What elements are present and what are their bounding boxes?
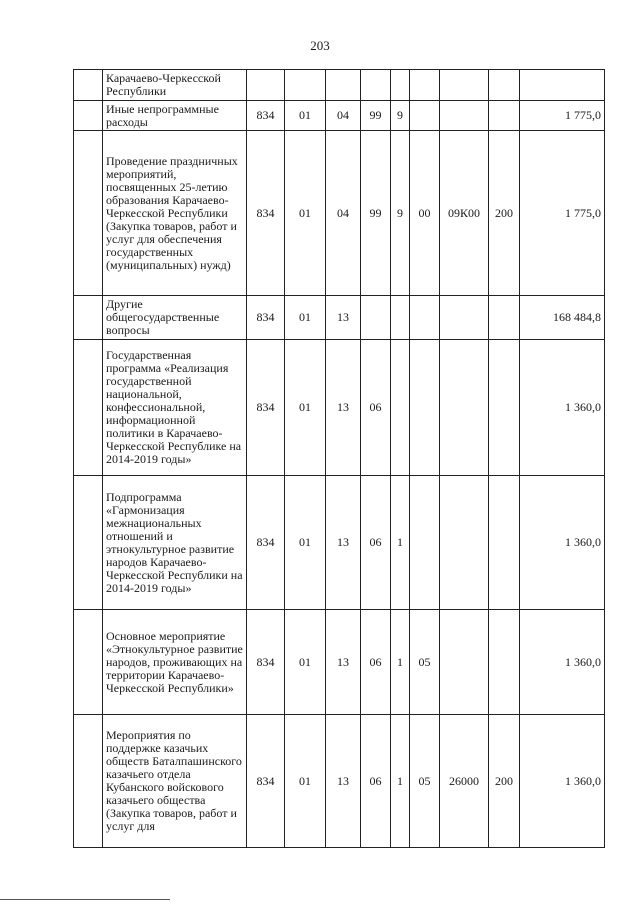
amount — [520, 70, 605, 101]
amount: 1 360,0 — [520, 610, 605, 715]
subsection-code: 13 — [326, 476, 361, 610]
program-code — [361, 70, 391, 101]
main-event-code — [410, 296, 440, 340]
expense-type-code — [489, 296, 520, 340]
subsection-code: 13 — [326, 340, 361, 476]
admin-code: 834 — [247, 715, 285, 848]
subprogram-code: 1 — [391, 610, 410, 715]
section-code: 01 — [285, 340, 326, 476]
direction-code: 26000 — [440, 715, 489, 848]
expense-type-code — [489, 101, 520, 131]
item-name: Подпрограмма «Гармонизация межнациональных отношений и этнокультурное развитие народов Карачаево-Черкесской Республики на 2014-2019 годы» — [103, 476, 247, 610]
row-margin-cell — [74, 296, 103, 340]
item-name: Проведение праздничных мероприятий, посвященных 25-летию образования Карачаево-Черкесской Республики (Закупка товаров, работ и услуг для обеспечения государственных (муниципальных) нужд) — [103, 131, 247, 296]
direction-code — [440, 101, 489, 131]
row-margin-cell — [74, 101, 103, 131]
amount: 1 360,0 — [520, 715, 605, 848]
expense-type-code — [489, 70, 520, 101]
program-code: 06 — [361, 476, 391, 610]
section-code: 01 — [285, 131, 326, 296]
page-number: 203 — [310, 38, 330, 53]
section-code: 01 — [285, 476, 326, 610]
amount: 1 360,0 — [520, 476, 605, 610]
program-code: 99 — [361, 101, 391, 131]
item-name: Иные непрограммные расходы — [103, 101, 247, 131]
table-row — [74, 70, 605, 101]
row-margin-cell — [74, 70, 103, 101]
program-code: 99 — [361, 131, 391, 296]
expense-type-code — [489, 340, 520, 476]
program-code: 06 — [361, 610, 391, 715]
direction-code — [440, 610, 489, 715]
direction-code — [440, 476, 489, 610]
amount: 1 775,0 — [520, 131, 605, 296]
admin-code: 834 — [247, 131, 285, 296]
program-code — [361, 296, 391, 340]
section-code: 01 — [285, 101, 326, 131]
amount: 1 360,0 — [520, 340, 605, 476]
expense-type-code — [489, 610, 520, 715]
subprogram-code: 9 — [391, 131, 410, 296]
subprogram-code: 1 — [391, 476, 410, 610]
table-row — [74, 131, 605, 296]
subsection-code: 04 — [326, 131, 361, 296]
row-margin-cell — [74, 340, 103, 476]
admin-code: 834 — [247, 101, 285, 131]
program-code: 06 — [361, 715, 391, 848]
subprogram-code: 1 — [391, 715, 410, 848]
program-code: 06 — [361, 340, 391, 476]
item-name: Карачаево-Черкесской Республики — [103, 70, 247, 101]
subsection-code: 13 — [326, 296, 361, 340]
item-name: Основное мероприятие «Этнокультурное развитие народов, проживающих на территории Карачаево-Черкесской Республики» — [103, 610, 247, 715]
row-margin-cell — [74, 715, 103, 848]
section-code: 01 — [285, 296, 326, 340]
subsection-code: 13 — [326, 715, 361, 848]
table-row — [74, 340, 605, 476]
main-event-code — [410, 476, 440, 610]
admin-code: 834 — [247, 610, 285, 715]
scan-edge-line — [0, 899, 170, 900]
main-event-code — [410, 340, 440, 476]
subprogram-code — [391, 296, 410, 340]
table-row — [74, 296, 605, 340]
admin-code: 834 — [247, 296, 285, 340]
main-event-code: 05 — [410, 715, 440, 848]
table-row — [74, 610, 605, 715]
direction-code: 09К00 — [440, 131, 489, 296]
admin-code — [247, 70, 285, 101]
direction-code — [440, 296, 489, 340]
section-code: 01 — [285, 610, 326, 715]
main-event-code: 05 — [410, 610, 440, 715]
row-margin-cell — [74, 610, 103, 715]
admin-code: 834 — [247, 476, 285, 610]
expense-type-code: 200 — [489, 131, 520, 296]
amount: 168 484,8 — [520, 296, 605, 340]
table-row — [74, 476, 605, 610]
main-event-code — [410, 70, 440, 101]
subprogram-code — [391, 340, 410, 476]
row-margin-cell — [74, 476, 103, 610]
item-name: Мероприятия по поддержке казачьих обществ Баталпашинского казачьего отдела Кубанского войскового казачьего общества (Закупка товаров, работ и услуг для — [103, 715, 247, 848]
table-row — [74, 715, 605, 848]
item-name: Государственная программа «Реализация государственной национальной, конфессиональной, информационной политики в Карачаево-Черкесской Республике на 2014-2019 годы» — [103, 340, 247, 476]
amount: 1 775,0 — [520, 101, 605, 131]
item-name: Другие общегосударственные вопросы — [103, 296, 247, 340]
table-row — [74, 101, 605, 131]
main-event-code: 00 — [410, 131, 440, 296]
subsection-code — [326, 70, 361, 101]
row-margin-cell — [74, 131, 103, 296]
subsection-code: 04 — [326, 101, 361, 131]
direction-code — [440, 340, 489, 476]
subsection-code: 13 — [326, 610, 361, 715]
admin-code: 834 — [247, 340, 285, 476]
budget-table — [73, 69, 605, 848]
expense-type-code: 200 — [489, 715, 520, 848]
main-event-code — [410, 101, 440, 131]
section-code — [285, 70, 326, 101]
expense-type-code — [489, 476, 520, 610]
direction-code — [440, 70, 489, 101]
subprogram-code: 9 — [391, 101, 410, 131]
subprogram-code — [391, 70, 410, 101]
section-code: 01 — [285, 715, 326, 848]
